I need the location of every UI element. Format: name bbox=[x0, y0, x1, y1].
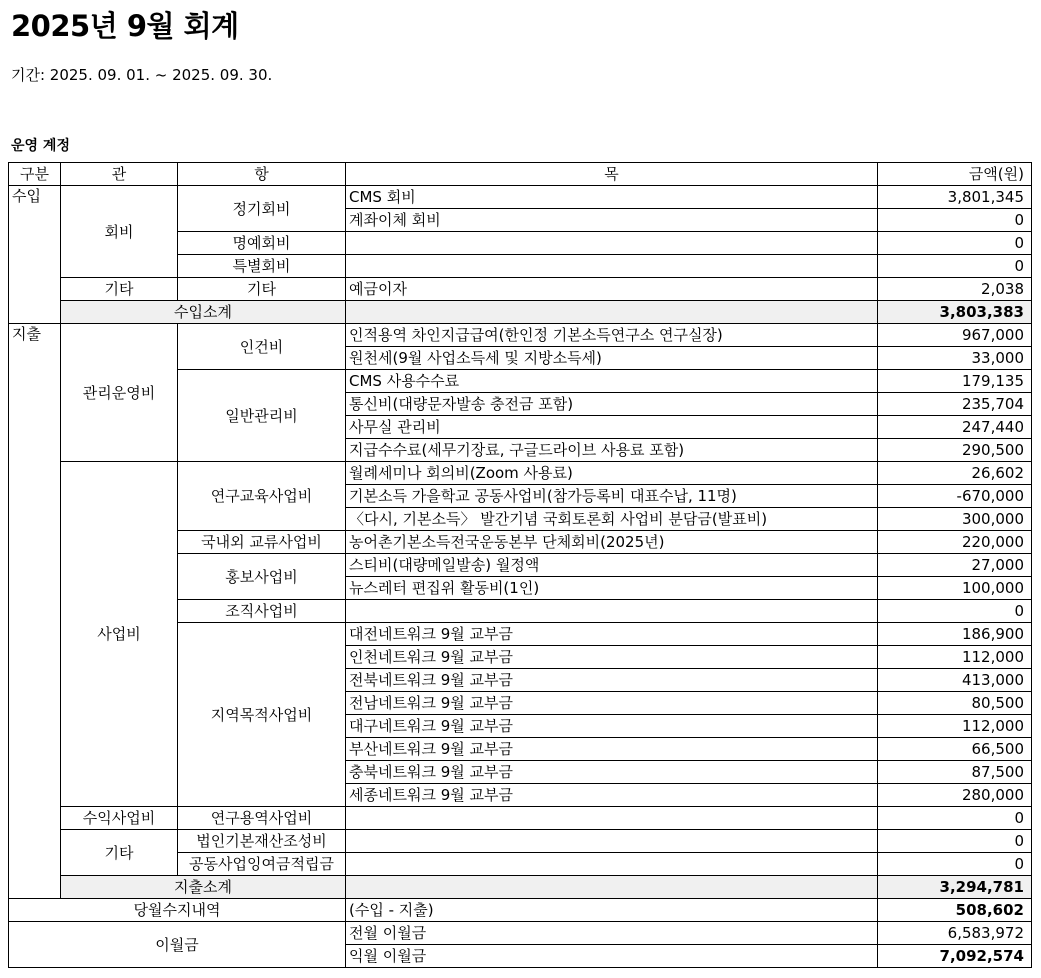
hang-cell: 지역목적사업비 bbox=[178, 623, 346, 807]
mok-cell: 뉴스레터 편집위 활동비(1인) bbox=[346, 577, 878, 600]
amount-cell: 2,038 bbox=[878, 278, 1032, 301]
table-row bbox=[9, 462, 1032, 485]
header-hang: 항 bbox=[178, 163, 346, 186]
mok-cell: 대전네트워크 9월 교부금 bbox=[346, 623, 878, 646]
mok-cell: 사무실 관리비 bbox=[346, 416, 878, 439]
mok-cell: 지급수수료(세무기장료, 구글드라이브 사용료 포함) bbox=[346, 439, 878, 462]
amount-cell: 33,000 bbox=[878, 347, 1032, 370]
balance-row bbox=[9, 899, 1032, 922]
amount-cell: 0 bbox=[878, 830, 1032, 853]
hang-cell: 국내외 교류사업비 bbox=[178, 531, 346, 554]
balance-amount: 508,602 bbox=[878, 899, 1032, 922]
mok-cell bbox=[346, 232, 878, 255]
table-row bbox=[9, 830, 1032, 853]
amount-cell: 7,092,574 bbox=[878, 945, 1032, 968]
mok-cell: CMS 사용수수료 bbox=[346, 370, 878, 393]
amount-cell: 0 bbox=[878, 232, 1032, 255]
hang-cell: 조직사업비 bbox=[178, 600, 346, 623]
amount-cell: 186,900 bbox=[878, 623, 1032, 646]
mok-cell bbox=[346, 830, 878, 853]
hang-cell: 인건비 bbox=[178, 324, 346, 370]
amount-cell: 112,000 bbox=[878, 646, 1032, 669]
amount-cell: 0 bbox=[878, 255, 1032, 278]
mok-cell: 전월 이월금 bbox=[346, 922, 878, 945]
balance-label: 당월수지내역 bbox=[9, 899, 346, 922]
report-title: 2025년 9월 회계 bbox=[11, 9, 239, 43]
subtotal-amount: 3,803,383 bbox=[878, 301, 1032, 324]
amount-cell: 235,704 bbox=[878, 393, 1032, 416]
mok-cell: 부산네트워크 9월 교부금 bbox=[346, 738, 878, 761]
mok-cell: 통신비(대량문자발송 충전금 포함) bbox=[346, 393, 878, 416]
amount-cell: 413,000 bbox=[878, 669, 1032, 692]
amount-cell: 300,000 bbox=[878, 508, 1032, 531]
header-gubun: 구분 bbox=[9, 163, 61, 186]
mok-cell: CMS 회비 bbox=[346, 186, 878, 209]
carryover-row bbox=[9, 922, 1032, 945]
section-title: 운영 계정 bbox=[11, 138, 70, 154]
hang-cell: 홍보사업비 bbox=[178, 554, 346, 600]
hang-cell: 연구교육사업비 bbox=[178, 462, 346, 531]
table-row bbox=[9, 278, 1032, 301]
amount-cell: 66,500 bbox=[878, 738, 1032, 761]
mok-cell: 대구네트워크 9월 교부금 bbox=[346, 715, 878, 738]
mok-cell bbox=[346, 853, 878, 876]
expense-subtotal-row bbox=[9, 876, 1032, 899]
mok-cell bbox=[346, 255, 878, 278]
gwan-cell: 기타 bbox=[61, 830, 178, 876]
amount-cell: 280,000 bbox=[878, 784, 1032, 807]
amount-cell: 112,000 bbox=[878, 715, 1032, 738]
mok-cell: 충북네트워크 9월 교부금 bbox=[346, 761, 878, 784]
amount-cell: 967,000 bbox=[878, 324, 1032, 347]
table-row bbox=[9, 807, 1032, 830]
amount-cell: 3,801,345 bbox=[878, 186, 1032, 209]
amount-cell: 100,000 bbox=[878, 577, 1032, 600]
amount-cell: 6,583,972 bbox=[878, 922, 1032, 945]
amount-cell: 220,000 bbox=[878, 531, 1032, 554]
hang-cell: 법인기본재산조성비 bbox=[178, 830, 346, 853]
subtotal-label: 지출소계 bbox=[61, 876, 346, 899]
mok-cell: 〈다시, 기본소득〉 발간기념 국회토론회 사업비 분담금(발표비) bbox=[346, 508, 878, 531]
mok-cell: 계좌이체 회비 bbox=[346, 209, 878, 232]
hang-cell: 연구용역사업비 bbox=[178, 807, 346, 830]
mok-cell: 기본소득 가을학교 공동사업비(참가등록비 대표수납, 11명) bbox=[346, 485, 878, 508]
mok-cell: 농어촌기본소득전국운동본부 단체회비(2025년) bbox=[346, 531, 878, 554]
header-gwan: 관 bbox=[61, 163, 178, 186]
amount-cell: 0 bbox=[878, 600, 1032, 623]
mok-cell: 전북네트워크 9월 교부금 bbox=[346, 669, 878, 692]
subtotal-amount: 3,294,781 bbox=[878, 876, 1032, 899]
gwan-cell: 회비 bbox=[61, 186, 178, 278]
subtotal-empty bbox=[346, 301, 878, 324]
carryover-label: 이월금 bbox=[9, 922, 346, 968]
ledger-table bbox=[8, 162, 1032, 968]
mok-cell: 세종네트워크 9월 교부금 bbox=[346, 784, 878, 807]
mok-cell: 인천네트워크 9월 교부금 bbox=[346, 646, 878, 669]
hang-cell: 공동사업잉여금적립금 bbox=[178, 853, 346, 876]
hang-cell: 명예회비 bbox=[178, 232, 346, 255]
amount-cell: 27,000 bbox=[878, 554, 1032, 577]
category-income: 수입 bbox=[9, 186, 61, 324]
subtotal-label: 수입소계 bbox=[61, 301, 346, 324]
amount-cell: -670,000 bbox=[878, 485, 1032, 508]
table-row bbox=[9, 186, 1032, 209]
mok-cell bbox=[346, 807, 878, 830]
mok-cell: 원천세(9월 사업소득세 및 지방소득세) bbox=[346, 347, 878, 370]
table-row bbox=[9, 324, 1032, 347]
amount-cell: 87,500 bbox=[878, 761, 1032, 784]
mok-cell bbox=[346, 600, 878, 623]
mok-cell: 예금이자 bbox=[346, 278, 878, 301]
gwan-cell: 기타 bbox=[61, 278, 178, 301]
gwan-cell: 사업비 bbox=[61, 462, 178, 807]
mok-cell: 익월 이월금 bbox=[346, 945, 878, 968]
header-amount: 금액(원) bbox=[878, 163, 1032, 186]
hang-cell: 특별회비 bbox=[178, 255, 346, 278]
mok-cell: 전남네트워크 9월 교부금 bbox=[346, 692, 878, 715]
hang-cell: 정기회비 bbox=[178, 186, 346, 232]
category-expense: 지출 bbox=[9, 324, 61, 899]
report-period: 기간: 2025. 09. 01. ~ 2025. 09. 30. bbox=[11, 66, 273, 84]
amount-cell: 0 bbox=[878, 853, 1032, 876]
amount-cell: 247,440 bbox=[878, 416, 1032, 439]
amount-cell: 290,500 bbox=[878, 439, 1032, 462]
amount-cell: 0 bbox=[878, 209, 1032, 232]
header-row bbox=[9, 163, 1032, 186]
mok-cell: 스티비(대량메일발송) 월정액 bbox=[346, 554, 878, 577]
hang-cell: 일반관리비 bbox=[178, 370, 346, 462]
balance-mok: (수입 - 지출) bbox=[346, 899, 878, 922]
gwan-cell: 관리운영비 bbox=[61, 324, 178, 462]
amount-cell: 80,500 bbox=[878, 692, 1032, 715]
hang-cell: 기타 bbox=[178, 278, 346, 301]
amount-cell: 179,135 bbox=[878, 370, 1032, 393]
amount-cell: 26,602 bbox=[878, 462, 1032, 485]
mok-cell: 인적용역 차인지급급여(한인정 기본소득연구소 연구실장) bbox=[346, 324, 878, 347]
gwan-cell: 수익사업비 bbox=[61, 807, 178, 830]
subtotal-empty bbox=[346, 876, 878, 899]
amount-cell: 0 bbox=[878, 807, 1032, 830]
header-mok: 목 bbox=[346, 163, 878, 186]
income-subtotal-row bbox=[9, 301, 1032, 324]
mok-cell: 월례세미나 회의비(Zoom 사용료) bbox=[346, 462, 878, 485]
